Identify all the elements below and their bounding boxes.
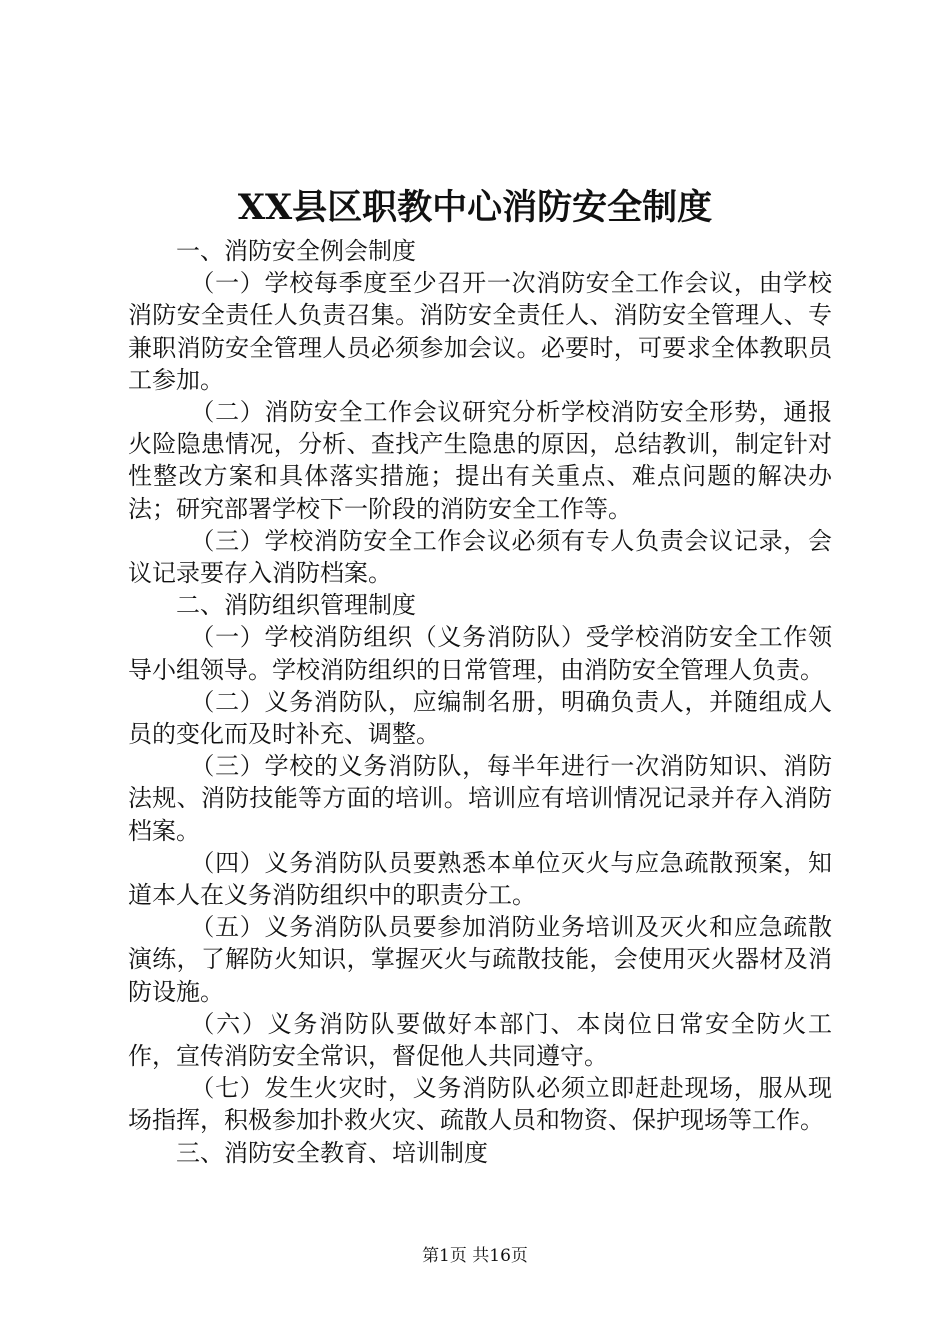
- paragraph: （七）发生火灾时，义务消防队必须立即赶赴现场，服从现场指挥，积极参加扑救火灾、疏散人员和物资、保护现场等工作。: [128, 1074, 832, 1135]
- section-heading: 三、消防安全教育、培训制度: [176, 1138, 488, 1167]
- paragraph: （二）义务消防队，应编制名册，明确负责人，并随组成人员的变化而及时补充、调整。: [128, 687, 832, 749]
- document-body: [128, 235, 832, 1169]
- paragraph: （五）义务消防队员要参加消防业务培训及灭火和应急疏散演练，了解防火知识，掌握灭火与疏散技能，会使用灭火器材及消防设施。: [128, 913, 832, 1006]
- paragraph: （三）学校消防安全工作会议必须有专人负责会议记录，会议记录要存入消防档案。: [128, 526, 832, 588]
- paragraph: （一）学校消防组织（义务消防队）受学校消防安全工作领导小组领导。学校消防组织的日常管理，由消防安全管理人负责。: [128, 623, 832, 684]
- section-heading: 一、消防安全例会制度: [176, 237, 416, 265]
- paragraph: （四）义务消防队员要熟悉本单位灭火与应急疏散预案，知道本人在义务消防组织中的职责分工。: [128, 848, 832, 910]
- paragraph: （二）消防安全工作会议研究分析学校消防安全形势，通报火险隐患情况，分析、查找产生隐患的原因，总结教训，制定针对性整改方案和具体落实措施；提出有关重点、难点问题的解决办法；研究部署学校下一阶段的消防安全工作等。: [128, 398, 832, 523]
- paragraph: （三）学校的义务消防队，每半年进行一次消防知识、消防法规、消防技能等方面的培训。培训应有培训情况记录并存入消防档案。: [128, 752, 832, 845]
- document-title: XX县区职教中心消防安全制度: [237, 187, 713, 228]
- paragraph: （一）学校每季度至少召开一次消防安全工作会议，由学校消防安全责任人负责召集。消防安全责任人、消防安全管理人、专兼职消防安全管理人员必须参加会议。必要时，可要求全体教职员工参加。: [128, 269, 832, 394]
- page-footer: 第1页 共16页: [422, 1246, 528, 1266]
- section-heading: 二、消防组织管理制度: [176, 591, 416, 620]
- paragraph: （六）义务消防队要做好本部门、本岗位日常安全防火工作，宣传消防安全常识，督促他人共同遵守。: [128, 1009, 832, 1071]
